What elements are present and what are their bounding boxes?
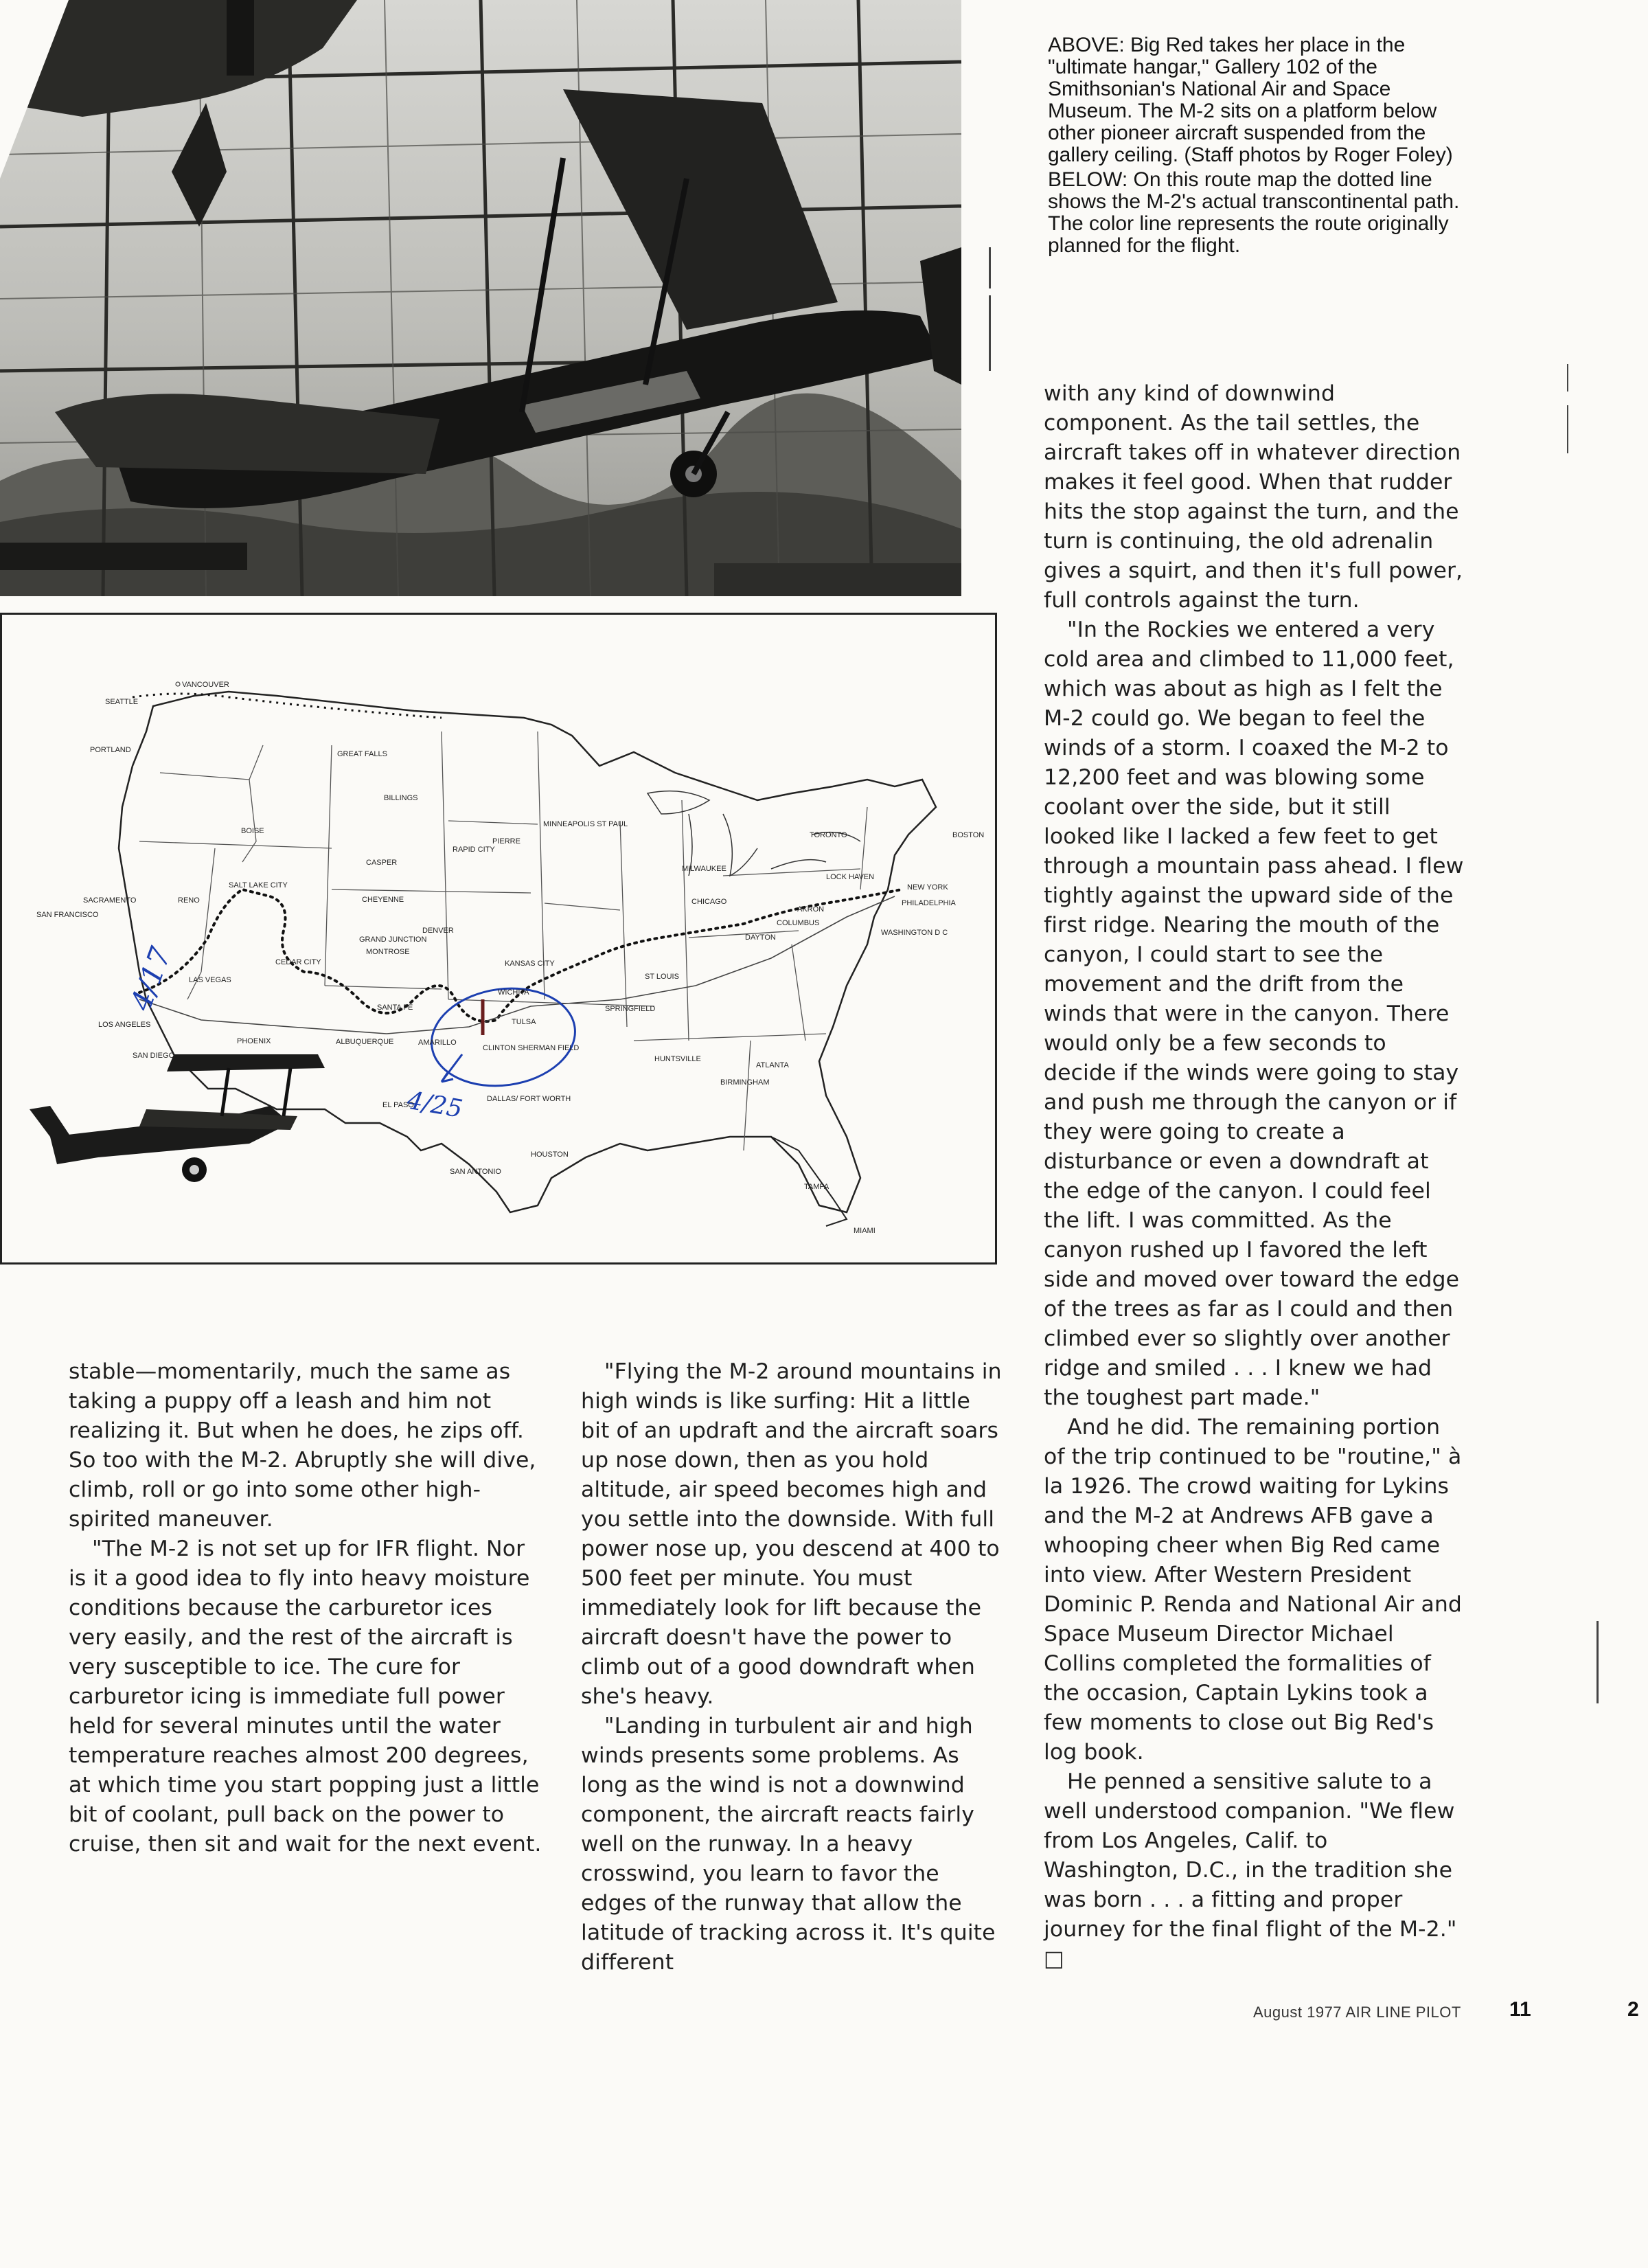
city-label: SEATTLE — [105, 698, 139, 706]
article-paragraph: "The M-2 is not set up for IFR flight. Nor is it a good idea to fly into heavy moisture conditions because the carburetor ices very easily, and the rest of the aircraft is very susceptible to ice. The cure for carburetor icing is immediate full power held for several minutes until the water temperature reaches almost 200 degrees, at which time you start popping just a little bit of coolant, pull back on the power to cruise, then sit and wait for the next event. — [69, 1536, 542, 1857]
article-paragraph: "Landing in turbulent air and high winds presents some problems. As long as the wind is not a downwind component, the aircraft reacts fairly well on the runway. In a heavy crosswind, you learn to favor the edges of the runway that allow the latitude of tracking across it. It's quite different — [581, 1714, 996, 1975]
article-paragraph: "In the Rockies we entered a very cold area and climbed to 11,000 feet, which was about as high as I felt the M-2 could go. We began to feel the winds of a storm. I coaxed the M-2 to 12,200 feet and was blowing some coolant over the side, but it still looked like I lacked a few feet to get through a mountain pass ahead. I flew tightly against the upward side of the first ridge. Nearing the mouth of the canyon, I could start to see the movement and the drift from the winds that were in the canyon. There would only be a few seconds to decide if the winds were going to stay and push me through the canyon or if they were going to create a disturbance or even a downdraft at the edge of the canyon. I could feel the lift. I was committed. As the canyon rushed up I favored the left side and moved over toward the edge of the trees as far as I could and then climbed ever so slightly over another ridge and smiled . . . I knew we had the toughest part made." — [1044, 617, 1464, 1410]
caption-below: BELOW: On this route map the dotted line shows the M-2's actual transcontinental path. The color line represents the route originally planned for the flight. — [1048, 168, 1460, 257]
edge-page-number: 2 — [1627, 1998, 1639, 2021]
city-label: PHILADELPHIA — [902, 899, 956, 907]
article-column-3 — [1044, 379, 1465, 1971]
city-label: AMARILLO — [418, 1039, 457, 1047]
article-paragraph: He penned a sensitive salute to a well understood companion. "We flew from Los Angeles, Calif. to Washington, D.C., in the tradition she was born . . . a fitting and proper journey for the final flight of the M-2." □ — [1044, 1769, 1457, 1971]
scan-edge-mark — [1567, 364, 1568, 392]
city-label: SPRINGFIELD — [605, 1005, 656, 1013]
city-label: DALLAS/ FORT WORTH — [487, 1095, 571, 1103]
city-label: PORTLAND — [90, 746, 131, 754]
article-paragraph: And he did. The remaining portion of the trip continued to be "routine," à la 1926. The crowd waiting for Lykins and the M-2 at Andrews AFB gave a whooping cheer when Big Red came into view. After Western President Dominic P. Renda and National Air and Space Museum Director Michael Collins completed the formalities of the occasion, Captain Lykins took a few moments to close out Big Red's log book. — [1044, 1415, 1463, 1765]
city-label: SACRAMENTO — [83, 896, 137, 905]
city-label: MILWAUKEE — [682, 865, 726, 873]
city-label: CEDAR CITY — [275, 958, 321, 966]
article-column-2 — [581, 1357, 1004, 1975]
city-label: TAMPA — [804, 1183, 829, 1191]
city-label: CHEYENNE — [362, 896, 404, 904]
photo-caption — [1048, 34, 1467, 260]
city-label: ALBUQUERQUE — [336, 1038, 394, 1046]
scan-edge-mark — [989, 247, 991, 288]
city-label: EL PASO — [382, 1101, 414, 1109]
scan-edge-mark — [1596, 1621, 1599, 1703]
city-label: LOS ANGELES — [98, 1021, 151, 1029]
city-label: WICHITA — [498, 988, 529, 997]
city-label: LOCK HAVEN — [826, 873, 875, 881]
city-label: RENO — [178, 896, 200, 905]
article-paragraph: "Flying the M-2 around mountains in high winds is like surfing: Hit a little bit of an updraft and the aircraft soars up nose down, then as you hold altitude, air speed becomes high and you settle into the downside. With full power nose up, you descend at 400 to 500 feet per minute. You must immediately look for lift because the aircraft doesn't have the power to climb out of a good downdraft when she's heavy. — [581, 1359, 1002, 1709]
city-label: MONTROSE — [366, 948, 410, 956]
city-label: VANCOUVER — [182, 681, 229, 689]
article-paragraph: with any kind of downwind component. As the tail settles, the aircraft takes off in whatever direction makes it feel good. When that rudder hits the stop against the turn, and the turn is continuing, the old adrenalin gives a squirt, and then it's full power, full controls against the turn. — [1044, 381, 1463, 613]
city-label: MINNEAPOLIS ST PAUL — [543, 820, 628, 828]
page-number: 11 — [1509, 1998, 1531, 2021]
city-label: NEW YORK — [907, 883, 948, 892]
city-label: GREAT FALLS — [337, 750, 387, 758]
caption-above: ABOVE: Big Red takes her place in the "ultimate hangar," Gallery 102 of the Smithsonian's National Air and Space Museum. The M-2 sits on a platform below other pioneer aircraft suspended from the gallery ceiling. (Staff photos by Roger Foley) — [1048, 34, 1453, 166]
city-label: ST LOUIS — [645, 973, 679, 981]
city-label: CASPER — [366, 859, 398, 867]
hangar-photo — [0, 0, 961, 596]
annotation-date-1: 4/17 — [124, 942, 178, 1015]
article-column-1 — [69, 1357, 542, 1934]
city-label: DENVER — [422, 927, 454, 935]
city-label: HUNTSVILLE — [654, 1055, 701, 1063]
city-label: SALT LAKE CITY — [229, 881, 288, 889]
city-label: CLINTON SHERMAN FIELD — [483, 1044, 580, 1052]
city-label: BILLINGS — [384, 794, 418, 802]
city-label: SANTA FE — [377, 1003, 413, 1012]
city-label: GRAND JUNCTION — [359, 935, 427, 944]
city-label: TORONTO — [810, 831, 847, 839]
city-label: PIERRE — [492, 837, 520, 846]
scan-edge-mark — [1567, 405, 1568, 453]
issue-footer: August 1977 AIR LINE PILOT — [1253, 2004, 1461, 2021]
city-label: BOISE — [241, 827, 264, 835]
scan-edge-mark — [989, 295, 991, 371]
city-label: WASHINGTON D C — [881, 929, 948, 937]
annotation-date-2: 4/25 — [404, 1086, 465, 1124]
article-paragraph: stable—momentarily, much the same as taking a puppy off a leash and him not realizing it. But when he does, he zips off. So too with the M-2. Abruptly she will dive, climb, roll or go into some other high-spirited maneuver. — [69, 1359, 536, 1532]
city-label: ATLANTA — [756, 1061, 789, 1069]
city-label: BOSTON — [952, 831, 985, 839]
m2-aircraft-illustration — [30, 1054, 325, 1182]
city-label: CHICAGO — [691, 898, 727, 906]
city-label: TULSA — [512, 1018, 536, 1026]
city-label: AKRON — [797, 905, 825, 914]
city-label: HOUSTON — [531, 1150, 569, 1159]
city-label: RAPID CITY — [453, 846, 495, 854]
city-label: PHOENIX — [237, 1037, 271, 1045]
city-label: MIAMI — [854, 1227, 876, 1235]
city-label: DAYTON — [745, 933, 776, 942]
city-label: SAN DIEGO — [133, 1052, 175, 1060]
city-label: LAS VEGAS — [189, 976, 231, 984]
city-label: SAN FRANCISCO — [36, 911, 99, 919]
city-label: KANSAS CITY — [505, 960, 555, 968]
city-label: SAN ANTONIO — [450, 1168, 501, 1176]
city-label: COLUMBUS — [777, 919, 820, 927]
route-map — [0, 613, 997, 1265]
city-label: BIRMINGHAM — [720, 1078, 770, 1087]
